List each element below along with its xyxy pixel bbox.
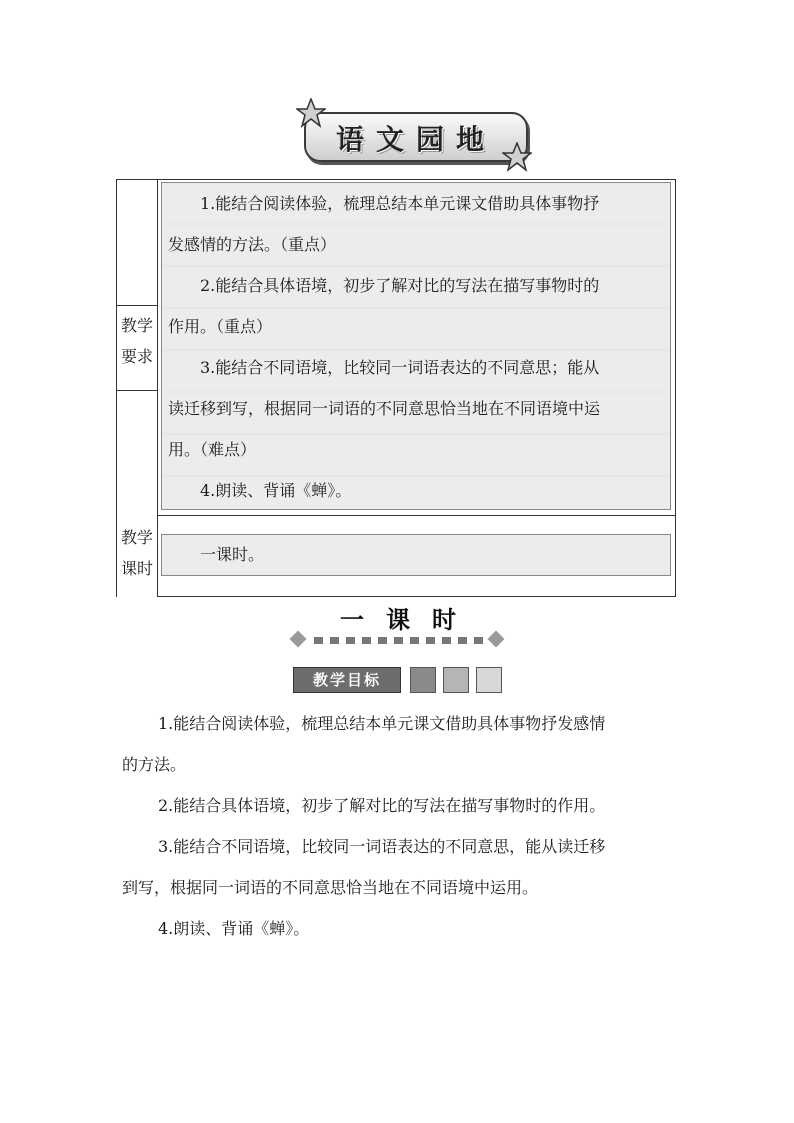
requirement-line bbox=[162, 388, 672, 430]
hours-value: 一课时。 bbox=[200, 545, 265, 564]
diamond-ornament bbox=[488, 631, 505, 648]
goal-text: 4.朗读、背诵《蝉》。 bbox=[158, 919, 310, 938]
goal-text: 2.能结合具体语境，初步了解对比的写法在描写事物时的作用。 bbox=[158, 796, 606, 815]
requirement-line bbox=[162, 470, 672, 512]
requirement-text: 3.能结合不同语境，比较同一词语表达的不同意思；能从 bbox=[200, 358, 600, 377]
label-line: 课时 bbox=[120, 559, 153, 578]
hours-label bbox=[117, 522, 157, 584]
label-line: 教学 bbox=[120, 528, 153, 547]
dash-ornament bbox=[474, 637, 483, 644]
requirement-text: 作用。（重点） bbox=[168, 317, 273, 336]
diamond-ornament bbox=[290, 631, 307, 648]
dash-ornament bbox=[346, 637, 355, 644]
goal-text: 的方法。 bbox=[122, 755, 187, 774]
banner-plate bbox=[304, 112, 528, 162]
requirement-line bbox=[162, 429, 672, 471]
requirement-line bbox=[162, 224, 672, 266]
goal-line bbox=[122, 908, 678, 949]
decorative-square bbox=[443, 667, 469, 693]
dash-ornament bbox=[394, 637, 403, 644]
requirement-text: 用。（难点） bbox=[168, 440, 257, 459]
banner-title: 语文园地 bbox=[335, 123, 496, 156]
requirement-line bbox=[162, 183, 672, 225]
goal-line bbox=[122, 703, 678, 744]
goal-text: 到写，根据同一词语的不同意思恰当地在不同语境中运用。 bbox=[122, 878, 539, 897]
requirement-text: 读迁移到写，根据同一词语的不同意思恰当地在不同语境中运 bbox=[168, 399, 601, 418]
dash-ornament bbox=[330, 637, 339, 644]
dash-ornament bbox=[362, 637, 371, 644]
requirements-box bbox=[161, 182, 671, 510]
goal-line bbox=[122, 785, 678, 826]
star-icon bbox=[296, 98, 326, 128]
lesson-title: 一课时 bbox=[340, 606, 478, 634]
dash-ornament bbox=[378, 637, 387, 644]
dash-ornament bbox=[314, 637, 323, 644]
decorative-dots bbox=[290, 632, 506, 648]
requirement-text: 1.能结合阅读体验，梳理总结本单元课文借助具体事物抒 bbox=[200, 194, 600, 213]
goal-tag: 教学目标 bbox=[293, 667, 401, 693]
teaching-requirements-table bbox=[116, 179, 676, 597]
goals-list bbox=[122, 703, 678, 949]
dash-ornament bbox=[426, 637, 435, 644]
requirement-text: 2.能结合具体语境，初步了解对比的写法在描写事物时的 bbox=[200, 276, 600, 295]
requirement-line bbox=[162, 306, 672, 348]
requirement-line bbox=[162, 265, 672, 307]
requirement-line bbox=[162, 347, 672, 389]
star-icon bbox=[502, 142, 532, 172]
hours-box bbox=[161, 534, 671, 576]
label-line: 要求 bbox=[120, 347, 153, 366]
dash-ornament bbox=[410, 637, 419, 644]
dash-ornament bbox=[442, 637, 451, 644]
row-divider bbox=[117, 515, 675, 516]
requirement-text: 4.朗读、背诵《蝉》。 bbox=[200, 481, 352, 500]
dash-ornament bbox=[458, 637, 467, 644]
section-banner bbox=[296, 98, 536, 174]
goal-line bbox=[122, 867, 678, 908]
decorative-square bbox=[410, 667, 436, 693]
label-line: 教学 bbox=[120, 316, 153, 335]
goal-line bbox=[122, 744, 678, 785]
requirement-text: 发感情的方法。（重点） bbox=[168, 235, 337, 254]
goal-text: 1.能结合阅读体验，梳理总结本单元课文借助具体事物抒发感情 bbox=[158, 714, 606, 733]
column-divider bbox=[157, 180, 158, 596]
goal-text: 3.能结合不同语境，比较同一词语表达的不同意思，能从读迁移 bbox=[158, 837, 606, 856]
requirements-label bbox=[117, 310, 157, 372]
goal-line bbox=[122, 826, 678, 867]
decorative-square bbox=[476, 667, 502, 693]
